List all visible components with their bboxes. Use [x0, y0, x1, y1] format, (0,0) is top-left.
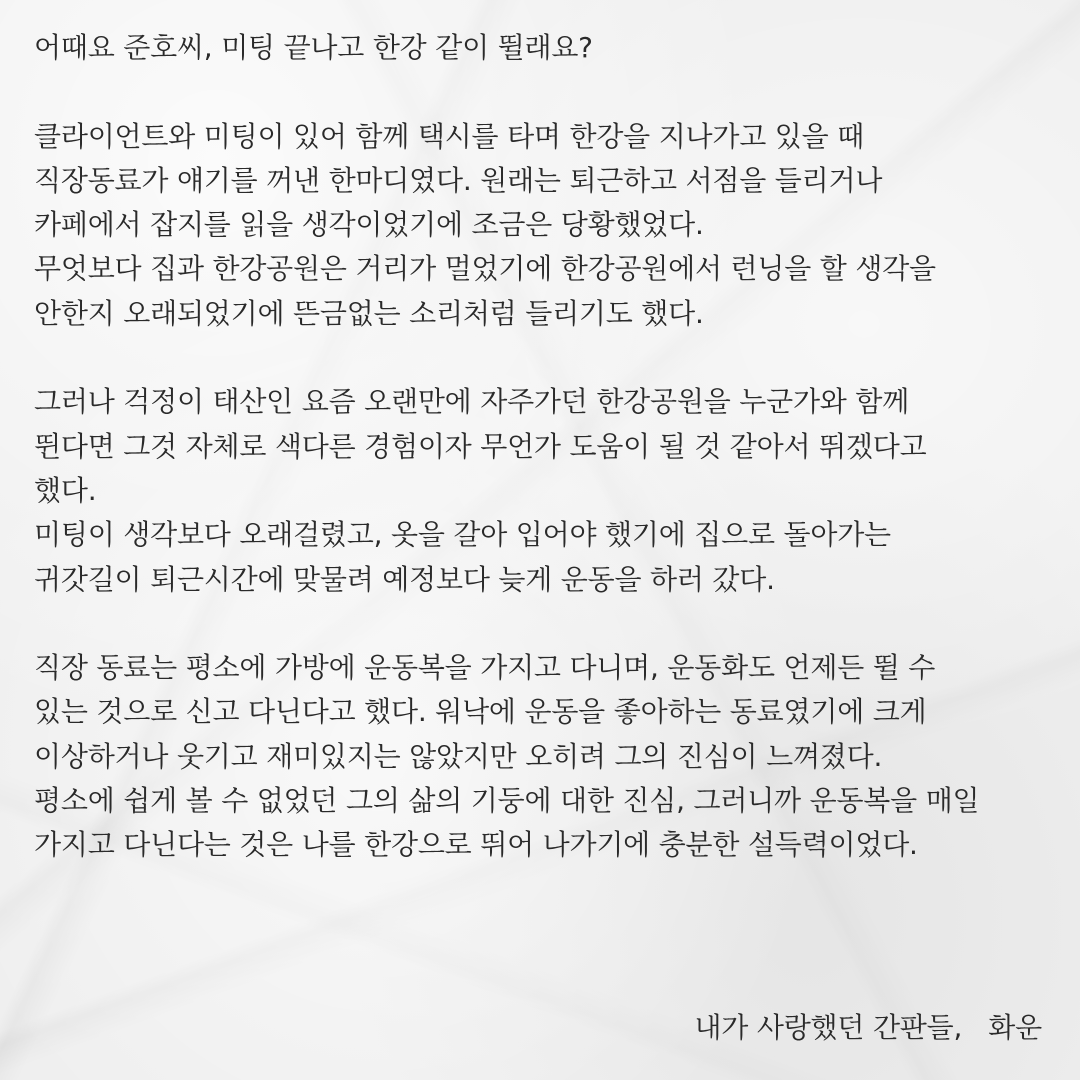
signature	[694, 1006, 1042, 1050]
paragraph-2	[34, 380, 1064, 601]
author-name: 화운	[988, 1011, 1042, 1044]
paragraph-line: 평소에 쉽게 볼 수 없었던 그의 삶의 기둥에 대한 진심, 그러니까 운동복을 매일	[34, 784, 980, 818]
paragraph-line: 직장 동료는 평소에 가방에 운동복을 가지고 다니며, 운동화도 언제든 뛸 수	[34, 651, 936, 685]
paragraph-line: 클라이언트와 미팅이 있어 함께 택시를 타며 한강을 지나가고 있을 때	[34, 119, 865, 153]
essay-body	[34, 26, 1064, 868]
paragraph-1	[34, 115, 1064, 336]
paragraph-line: 직장동료가 얘기를 꺼낸 한마디였다. 원래는 퇴근하고 서점을 들리거나	[34, 163, 883, 197]
paragraph-3	[34, 646, 1064, 867]
paragraph-line: 가지고 다닌다는 것은 나를 한강으로 뛰어 나가기에 충분한 설득력이었다.	[34, 828, 918, 862]
paragraph-line: 무엇보다 집과 한강공원은 거리가 멀었기에 한강공원에서 런닝을 할 생각을	[34, 252, 936, 286]
paragraph-line: 안한지 오래되었기에 뜬금없는 소리처럼 들리기도 했다.	[34, 296, 704, 330]
paragraph-line: 귀갓길이 퇴근시간에 맞물려 예정보다 늦게 운동을 하러 갔다.	[34, 562, 775, 596]
paragraph-spacer	[34, 70, 1064, 114]
opening-quote: 어때요 준호씨, 미팅 끝나고 한강 같이 뛸래요?	[34, 31, 593, 64]
paragraph-line: 이상하거나 웃기고 재미있지는 않았지만 오히려 그의 진심이 느껴졌다.	[34, 739, 883, 773]
paragraph-line: 뛴다면 그것 자체로 색다른 경험이자 무언가 도움이 될 것 같아서 뛰겠다고	[34, 429, 927, 463]
series-title: 내가 사랑했던 간판들,	[694, 1011, 963, 1044]
paragraph-line: 미팅이 생각보다 오래걸렸고, 옷을 갈아 입어야 했기에 집으로 돌아가는	[34, 518, 891, 552]
paragraph-line: 그러나 걱정이 태산인 요즘 오랜만에 자주가던 한강공원을 누군가와 함께	[34, 385, 910, 419]
paragraph-line: 카페에서 잡지를 읽을 생각이었기에 조금은 당황했었다.	[34, 208, 704, 242]
paragraph-spacer	[34, 336, 1064, 380]
paragraph-line: 있는 것으로 신고 다닌다고 했다. 워낙에 운동을 좋아하는 동료였기에 크게	[34, 695, 927, 729]
paragraph-spacer	[34, 602, 1064, 646]
paragraph-line: 했다.	[34, 473, 97, 507]
